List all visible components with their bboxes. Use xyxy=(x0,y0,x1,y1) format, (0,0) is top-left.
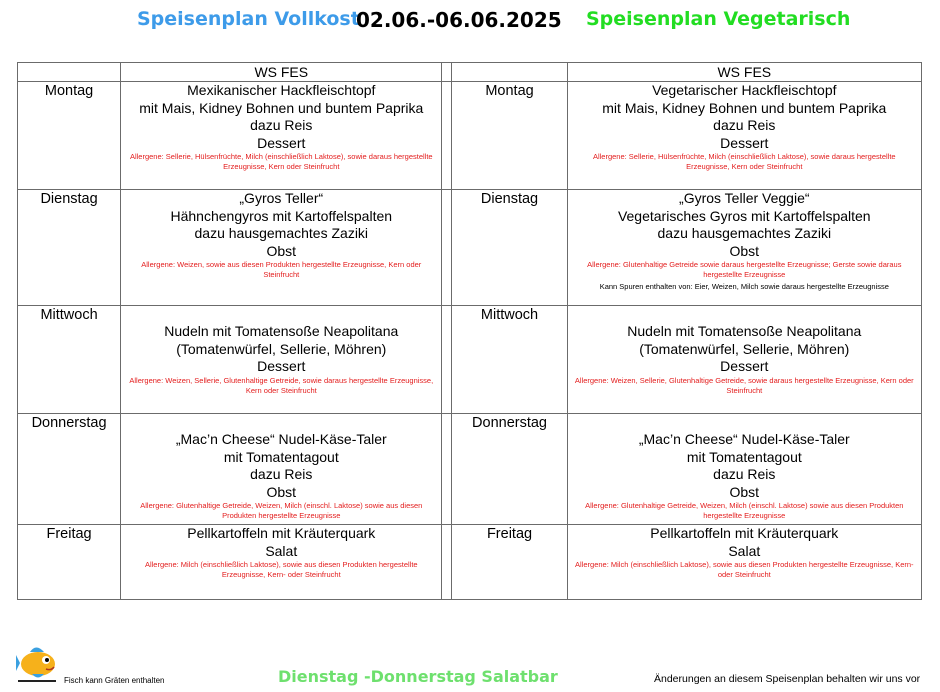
table-header-row xyxy=(18,63,922,82)
dish-line: mit Mais, Kidney Bohnen und buntem Paprika xyxy=(139,99,424,116)
allergen-note: Allergene: Glutenhaltige Getreide, Weizen, Milch (einschl. Laktose) sowie aus diesen Produkten hergestellte Erzeugnisse xyxy=(585,501,904,520)
dish-line: Nudeln mit Tomatensoße Neapolitana xyxy=(627,323,862,339)
day-row xyxy=(18,414,922,525)
column-header-vollkost: WS FES xyxy=(121,63,442,82)
dish-line: „Mac’n Cheese“ Nudel-Käse-Taler xyxy=(638,431,850,447)
day-name: Montag xyxy=(18,82,121,190)
dish-line: Obst xyxy=(729,483,760,500)
day-name: Dienstag xyxy=(452,190,567,306)
allergen-note: Allergene: Sellerie, Hülsenfrüchte, Milch (einschließlich Laktose), sowie daraus hergestellte Erzeugnisse, Kern oder Steinfrucht xyxy=(592,152,896,171)
gap-cell xyxy=(442,63,452,82)
dish-line: (Tomatenwürfel, Sellerie, Möhren) xyxy=(639,340,850,357)
allergen-note: Allergene: Weizen, sowie aus diesen Produkten hergestellte Erzeugnisse, Kern oder Steinfrucht xyxy=(141,260,422,279)
dish-line: Dessert xyxy=(720,134,769,151)
day-row xyxy=(18,82,922,190)
dish-line: Pellkartoffeln mit Kräuterquark xyxy=(187,525,376,541)
day-name: Mittwoch xyxy=(18,306,121,414)
dish-line: „Gyros Teller Veggie“ xyxy=(679,190,810,206)
dish-line: Obst xyxy=(266,483,297,500)
dish-line: Salat xyxy=(728,542,761,559)
allergen-note: Allergene: Weizen, Sellerie, Glutenhaltige Getreide, sowie daraus hergestellte Erzeugnisse, Kern oder Steinfrucht xyxy=(129,375,434,395)
salad-bar-note: Dienstag -Donnerstag Salatbar xyxy=(278,667,558,686)
dish-line: Obst xyxy=(266,242,297,259)
fish-icon xyxy=(16,643,58,683)
date-range: 02.06.-06.06.2025 xyxy=(356,8,562,32)
dish-line: „Gyros Teller“ xyxy=(239,190,324,206)
dish-line: dazu hausgemachtes Zaziki xyxy=(657,225,832,241)
dish-line: dazu Reis xyxy=(713,466,776,482)
allergen-note: Allergene: Glutenhaltige Getreide sowie daraus hergestellte Erzeugnisse; Gerste sowie daraus hergestellte Erzeugnisse xyxy=(587,260,902,279)
page-header xyxy=(0,8,940,36)
dish-line: Mexikanischer Hackfleischtopf xyxy=(187,82,376,98)
allergen-note: Allergene: Glutenhaltige Getreide, Weizen, Milch (einschl. Laktose) sowie aus diesen Produkten hergestellte Erzeugnisse xyxy=(140,501,423,520)
gap-cell xyxy=(442,525,452,600)
dish-line: Salat xyxy=(265,542,298,559)
gap-cell xyxy=(442,414,452,525)
dish-line: dazu Reis xyxy=(250,117,313,133)
menu-vegetarisch xyxy=(567,306,921,414)
dish-line: Hähnchengyros mit Kartoffelspalten xyxy=(170,207,393,224)
dish-line: mit Tomatentagout xyxy=(223,448,339,465)
dish-line: Vegetarischer Hackfleischtopf xyxy=(652,82,837,98)
gap-cell xyxy=(442,82,452,190)
menu-vollkost xyxy=(121,525,442,600)
gap-cell xyxy=(442,190,452,306)
day-name: Donnerstag xyxy=(452,414,567,525)
fish-note: Fisch kann Gräten enthalten xyxy=(64,676,165,685)
menu-vollkost xyxy=(121,414,442,525)
allergen-note: Allergene: Milch (einschließlich Laktose), sowie aus diesen Produkten hergestellte Erzeugnisse, Kern- oder Steinfrucht xyxy=(144,560,418,579)
dish-line: Dessert xyxy=(257,358,306,374)
dish-line: mit Tomatentagout xyxy=(686,448,802,465)
dish-line: dazu Reis xyxy=(713,117,776,133)
header-empty-cell xyxy=(18,63,121,82)
day-row xyxy=(18,190,922,306)
title-vollkost: Speisenplan Vollkost xyxy=(137,8,360,30)
day-name: Freitag xyxy=(452,525,567,600)
allergen-note: Allergene: Milch (einschließlich Laktose), sowie aus diesen Produkten hergestellte Erzeugnisse, Kern- oder Steinfrucht xyxy=(575,560,914,579)
dish-line: dazu Reis xyxy=(250,466,313,482)
day-name: Montag xyxy=(452,82,567,190)
dish-line: Pellkartoffeln mit Kräuterquark xyxy=(650,525,839,541)
menu-vegetarisch xyxy=(567,190,921,306)
menu-vollkost xyxy=(121,82,442,190)
day-row xyxy=(18,306,922,414)
dish-line: Nudeln mit Tomatensoße Neapolitana xyxy=(164,323,399,339)
day-name: Freitag xyxy=(18,525,121,600)
menu-vollkost xyxy=(121,306,442,414)
allergen-note: Allergene: Sellerie, Hülsenfrüchte, Milch (einschließlich Laktose), sowie daraus hergestellte Erzeugnisse, Kern oder Steinfrucht xyxy=(129,152,433,171)
gap-cell xyxy=(442,306,452,414)
day-row xyxy=(18,525,922,600)
dish-line: mit Mais, Kidney Bohnen und buntem Paprika xyxy=(602,99,887,116)
dish-line: Dessert xyxy=(257,134,306,151)
allergen-note: Allergene: Weizen, Sellerie, Glutenhaltige Getreide, sowie daraus hergestellte Erzeugnisse, Kern oder Steinfrucht xyxy=(574,375,914,395)
title-vegetarisch: Speisenplan Vegetarisch xyxy=(586,8,851,30)
dish-line: Vegetarisches Gyros mit Kartoffelspalten xyxy=(617,207,871,224)
column-header-vegetarisch: WS FES xyxy=(567,63,921,82)
dish-line: Dessert xyxy=(720,358,769,374)
disclaimer: Änderungen an diesem Speisenplan behalten wir uns vor xyxy=(654,673,921,685)
dish-line: dazu hausgemachtes Zaziki xyxy=(194,225,369,241)
day-name: Mittwoch xyxy=(452,306,567,414)
dish-line: „Mac’n Cheese“ Nudel-Käse-Taler xyxy=(175,431,387,447)
day-name: Donnerstag xyxy=(18,414,121,525)
menu-vollkost xyxy=(121,190,442,306)
traces-note: Kann Spuren enthalten von: Eier, Weizen, Milch sowie daraus hergestellte Erzeugnisse xyxy=(599,282,889,291)
menu-vegetarisch xyxy=(567,82,921,190)
header-empty-cell xyxy=(452,63,567,82)
dish-line: Obst xyxy=(729,242,760,259)
menu-table xyxy=(17,62,922,600)
dish-line: (Tomatenwürfel, Sellerie, Möhren) xyxy=(176,340,387,357)
menu-vegetarisch xyxy=(567,414,921,525)
day-name: Dienstag xyxy=(18,190,121,306)
menu-vegetarisch xyxy=(567,525,921,600)
